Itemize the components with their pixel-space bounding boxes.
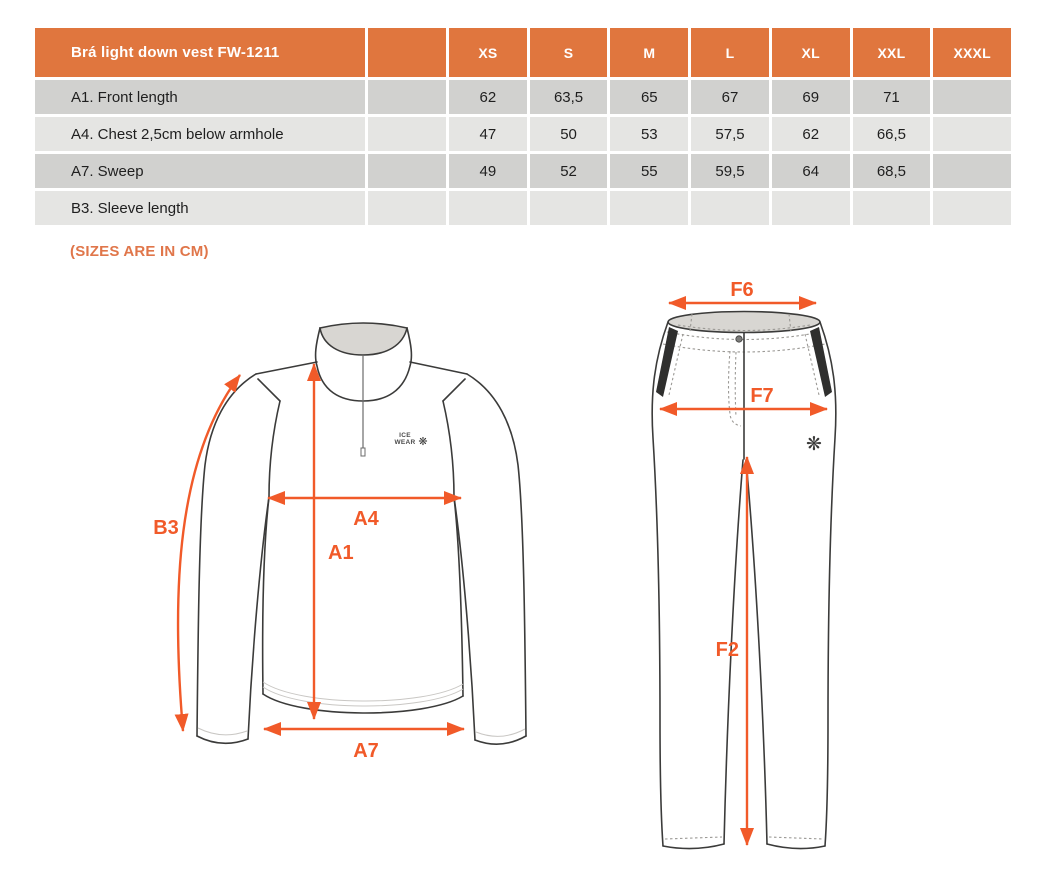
zipper-pull xyxy=(361,448,365,456)
arrow-b3 xyxy=(178,375,240,731)
icewear-logo xyxy=(394,432,427,448)
row-label-sweep: A7. Sweep xyxy=(35,154,365,188)
value-cell: 68,5 xyxy=(853,154,931,188)
value-cell xyxy=(691,191,769,225)
svg-text:ICE: ICE xyxy=(399,432,411,439)
right-pocket xyxy=(810,327,832,397)
value-cell xyxy=(933,154,1011,188)
waist-opening xyxy=(668,312,820,333)
label-a4: A4 xyxy=(353,508,379,530)
label-f6: F6 xyxy=(730,279,754,301)
label-a7: A7 xyxy=(353,740,379,762)
value-cell: 62 xyxy=(449,80,527,114)
value-cell: 63,5 xyxy=(530,80,608,114)
table-title-cell: Brá light down vest FW-1211 xyxy=(35,28,365,77)
pants-technical-drawing xyxy=(652,279,836,849)
size-header-m: M xyxy=(610,28,688,77)
size-header-xl: XL xyxy=(772,28,850,77)
row-spacer-cell xyxy=(368,80,446,114)
pants-snowflake-icon: ❋ xyxy=(806,434,822,455)
value-cell: 66,5 xyxy=(853,117,931,151)
value-cell: 55 xyxy=(610,154,688,188)
size-chart-table xyxy=(35,28,1011,225)
value-cell: 64 xyxy=(772,154,850,188)
label-b3: B3 xyxy=(153,517,179,539)
value-cell: 69 xyxy=(772,80,850,114)
row-label-chest: A4. Chest 2,5cm below armhole xyxy=(35,117,365,151)
size-header-s: S xyxy=(530,28,608,77)
header-spacer-cell xyxy=(368,28,446,77)
shirt-technical-drawing xyxy=(153,323,526,762)
value-cell xyxy=(853,191,931,225)
value-cell xyxy=(933,80,1011,114)
size-header-l: L xyxy=(691,28,769,77)
value-cell: 65 xyxy=(610,80,688,114)
value-cell: 49 xyxy=(449,154,527,188)
value-cell: 59,5 xyxy=(691,154,769,188)
size-header-xxxl: XXXL xyxy=(933,28,1011,77)
value-cell xyxy=(933,117,1011,151)
value-cell: 62 xyxy=(772,117,850,151)
value-cell: 47 xyxy=(449,117,527,151)
label-a1: A1 xyxy=(328,542,354,564)
logo-snowflake-icon: ❋ xyxy=(418,436,428,448)
row-label-front-length: A1. Front length xyxy=(35,80,365,114)
collar-opening xyxy=(320,323,407,355)
row-spacer-cell xyxy=(368,191,446,225)
sizes-in-cm-note: (SIZES ARE IN CM) xyxy=(70,243,209,260)
row-label-sleeve-length: B3. Sleeve length xyxy=(35,191,365,225)
svg-text:WEAR: WEAR xyxy=(394,439,416,446)
value-cell: 71 xyxy=(853,80,931,114)
waist-button xyxy=(736,336,742,342)
size-header-xs: XS xyxy=(449,28,527,77)
size-header-xxl: XXL xyxy=(853,28,931,77)
value-cell xyxy=(610,191,688,225)
label-f2: F2 xyxy=(715,639,739,661)
value-cell: 67 xyxy=(691,80,769,114)
value-cell xyxy=(933,191,1011,225)
row-spacer-cell xyxy=(368,117,446,151)
value-cell: 52 xyxy=(530,154,608,188)
value-cell xyxy=(530,191,608,225)
label-f7: F7 xyxy=(750,385,774,407)
left-pocket xyxy=(656,327,678,397)
value-cell: 53 xyxy=(610,117,688,151)
value-cell: 50 xyxy=(530,117,608,151)
value-cell xyxy=(772,191,850,225)
value-cell: 57,5 xyxy=(691,117,769,151)
measurement-diagram xyxy=(0,270,1037,893)
row-spacer-cell xyxy=(368,154,446,188)
value-cell xyxy=(449,191,527,225)
